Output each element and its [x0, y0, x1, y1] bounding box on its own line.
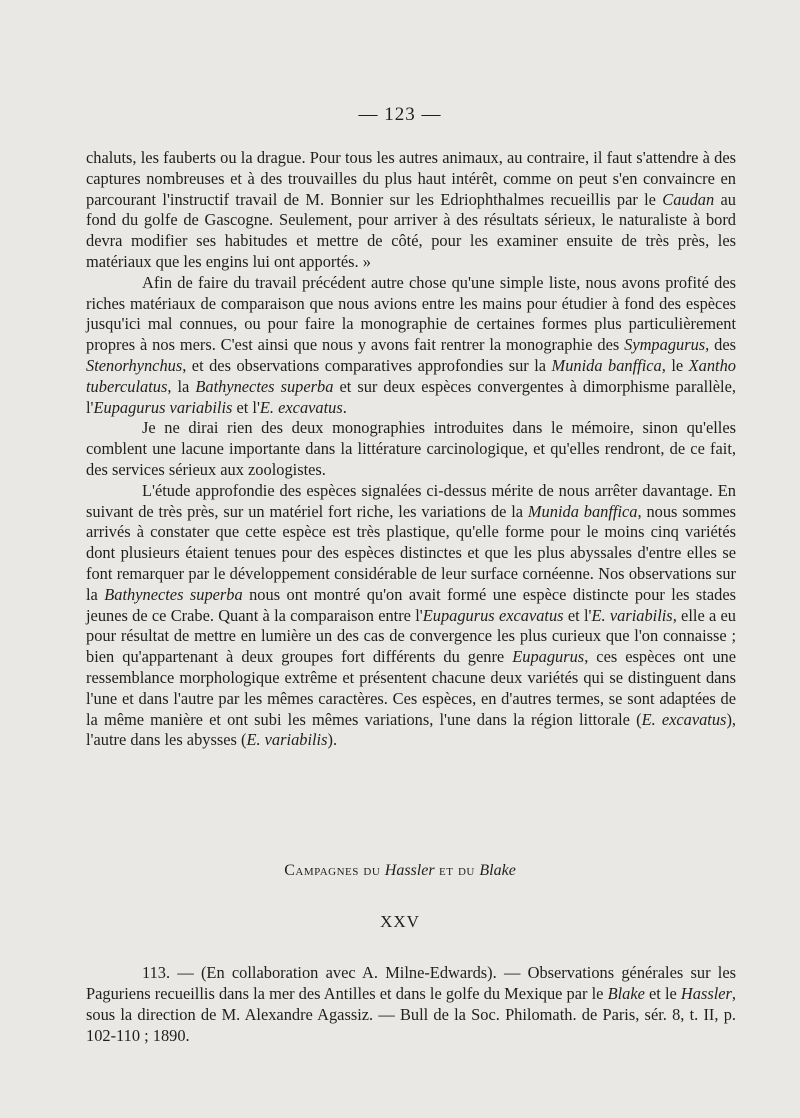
italic-term: Bathynectes superba: [104, 584, 243, 604]
text-run: et l': [232, 397, 260, 417]
text-run: et le: [644, 984, 681, 1004]
italic-term: Sympagurus: [624, 335, 706, 355]
text-run: ).: [327, 730, 338, 750]
text-run: , sous la direction de M. Alexandre Agassiz. — Bull de la Soc. Philomath. de Paris, sér. 8, t. II, p. 102-110 ; 1890.: [86, 984, 737, 1046]
ship-name-hassler: Hassler: [384, 862, 435, 879]
italic-term: Blake: [607, 984, 645, 1004]
text-run: , des: [705, 335, 736, 355]
text-run: , ces espèces ont une ressemblance morphologique extrême et présentent chacune deux variétés qui se distinguent dans l'une et dans l'autre par les mêmes caractères. Ces espèces, en d'autres termes, se sont adaptées de la même manière et ont subi les mêmes variations, l'une dans la région littorale (: [86, 647, 736, 729]
italic-term: E. variabilis: [591, 605, 673, 625]
page-number: — 123 —: [358, 104, 442, 125]
italic-term: E. variabilis: [246, 730, 328, 750]
italic-term: Hassler: [680, 984, 732, 1004]
text-run: .: [342, 397, 347, 417]
section-heading-middle: et du: [434, 862, 480, 879]
italic-term: E. excavatus: [259, 397, 343, 417]
section-number: XXV: [380, 912, 420, 931]
italic-term: Eupagurus variabilis: [93, 397, 233, 417]
italic-term: E. excavatus: [641, 709, 727, 729]
italic-term: Munida banffica: [551, 355, 662, 375]
italic-term: Eupagurus excavatus: [422, 605, 564, 625]
paragraph: [86, 148, 736, 273]
text-run: , nous sommes arrivés à constater que cette espèce est très plastique, qu'elle forme pour le moins cinq variétés dont plusieurs étaient tenues pour des espèces distinctes et que les plus abyssales d'entre elles se font remarquer par le développement considérable de leur surface cornéenne. Nos observations sur la: [86, 501, 737, 604]
text-run: chaluts, les fauberts ou la drague. Pour tous les autres animaux, au contraire, il faut s'attendre à des captures nombreuses et à des trouvailles du plus haut intérêt, comme on peut s'en convaincre en parcourant l'instructif travail de M. Bonnier sur les Edriophthalmes recueillis par le: [86, 148, 736, 209]
text-run: , et des observations comparatives approfondies sur la: [182, 355, 552, 375]
italic-term: Munida banffica: [527, 501, 638, 521]
text-run: , la: [167, 376, 196, 396]
italic-term: Stenorhynchus: [86, 355, 183, 375]
paragraph: [86, 418, 736, 480]
text-run: au fond du golfe de Gascogne. Seulement, pour arriver à des résultats sérieux, le naturaliste à bord devra modifier ses habitudes et mettre de côté, pour les examiner ensuite de très près, les matériaux que les engins lui ont apportés. »: [86, 189, 736, 271]
italic-term: Eupagurus: [512, 647, 585, 667]
body-text: [86, 148, 736, 751]
italic-term: Bathynectes superba: [195, 376, 334, 396]
text-run: et l': [563, 605, 592, 625]
text-run: nous ont montré qu'on avait formé une espèce distincte pour les stades jeunes de ce Crabe. Quant à la comparaison entre l': [86, 584, 736, 625]
text-run: Je ne dirai rien des deux monographies introduites dans le mémoire, sinon qu'elles comblent une lacune importante dans la littérature carcinologique, et qu'elles rendront, de ce fait, des services sérieux aux zoologistes.: [86, 418, 736, 479]
section-heading-prefix: Campagnes du: [284, 862, 385, 879]
section-heading: [0, 862, 800, 880]
text-run: et sur deux espèces convergentes à dimorphisme parallèle, l': [86, 376, 736, 417]
text-run: , le: [661, 355, 689, 375]
italic-term: Xantho tuberculatus: [86, 355, 737, 396]
bibliographic-reference: [86, 962, 736, 1046]
paragraph: [86, 481, 736, 751]
paragraph: [86, 273, 736, 419]
text-run: L'étude approfondie des espèces signalées ci-dessus mérite de nous arrêter davantage. En suivant de très près, sur un matériel fort riche, les variations de la: [86, 480, 736, 521]
ship-name-blake: Blake: [479, 862, 516, 879]
text-run: 113. — (En collaboration avec A. Milne-Edwards). — Observations générales sur les Paguriens recueillis dans la mer des Antilles et dans le golfe du Mexique par le: [86, 963, 736, 1004]
text-run: , elle a eu pour résultat de mettre en lumière un des cas de convergence les plus curieux que l'on connaisse ; bien qu'appartenant à deux groupes fort différents du genre: [86, 605, 736, 667]
text-run: Afin de faire du travail précédent autre chose qu'une simple liste, nous avons profité des riches matériaux de comparaison que nous avions entre les mains pour étudier à fond des espèces jusqu'ici mal connues, ou pour faire la monographie de certaines formes plus particulièrement propres à nos mers. C'est ainsi que nous y avons fait rentrer la monographie des: [86, 272, 736, 355]
text-run: ), l'autre dans les abysses (: [86, 709, 737, 750]
italic-term: Caudan: [662, 189, 715, 209]
